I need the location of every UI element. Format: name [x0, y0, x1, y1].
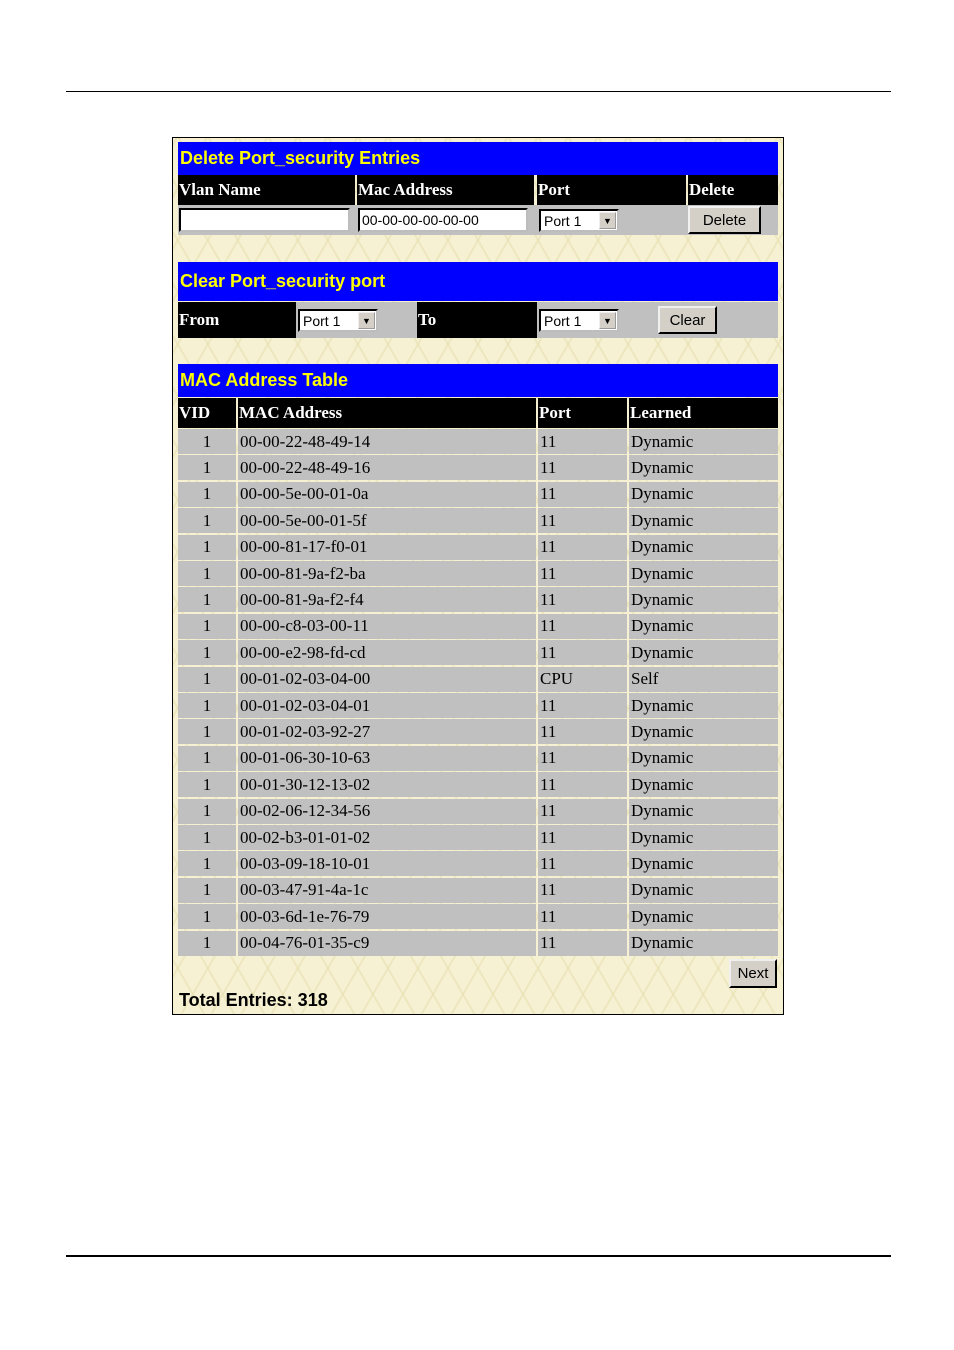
- next-button[interactable]: Next: [729, 959, 777, 988]
- cell-port: 11: [538, 429, 627, 454]
- vid-header: VID: [178, 398, 236, 428]
- cell-mac: 00-01-02-03-92-27: [238, 719, 536, 744]
- cell-port: 11: [538, 851, 627, 876]
- cell-vid: 1: [178, 587, 236, 612]
- table-row: [178, 614, 778, 640]
- chevron-down-icon[interactable]: ▼: [599, 212, 616, 229]
- table-row: [178, 508, 778, 534]
- learned-header: Learned: [629, 398, 778, 428]
- cell-learned: Dynamic: [629, 772, 778, 797]
- table-row: [178, 904, 778, 930]
- cell-learned: Dynamic: [629, 878, 778, 903]
- cell-port: CPU: [538, 667, 627, 692]
- cell-vid: 1: [178, 535, 236, 560]
- cell-learned: Dynamic: [629, 455, 778, 480]
- from-port-select[interactable]: [298, 309, 378, 332]
- table-row: [178, 931, 778, 957]
- table-row: [178, 667, 778, 693]
- cell-mac: 00-00-22-48-49-14: [238, 429, 536, 454]
- cell-vid: 1: [178, 508, 236, 533]
- cell-vid: 1: [178, 799, 236, 824]
- cell-vid: 1: [178, 878, 236, 903]
- cell-port: 11: [538, 904, 627, 929]
- cell-mac: 00-01-06-30-10-63: [238, 746, 536, 771]
- cell-port: 11: [538, 772, 627, 797]
- delete-section-title: Delete Port_security Entries: [178, 142, 778, 175]
- cell-vid: 1: [178, 904, 236, 929]
- delete-button[interactable]: Delete: [688, 206, 761, 234]
- cell-vid: 1: [178, 614, 236, 639]
- cell-port: 11: [538, 482, 627, 507]
- page-top-rule: [66, 91, 891, 92]
- clear-button[interactable]: Clear: [658, 306, 717, 334]
- cell-vid: 1: [178, 772, 236, 797]
- cell-learned: Dynamic: [629, 799, 778, 824]
- from-port-selected: Port 1: [303, 312, 341, 329]
- cell-port: 11: [538, 878, 627, 903]
- port-security-panel: [172, 137, 784, 1015]
- cell-learned: Dynamic: [629, 746, 778, 771]
- table-row: [178, 429, 778, 455]
- table-row: [178, 561, 778, 587]
- cell-mac: 00-03-09-18-10-01: [238, 851, 536, 876]
- cell-learned: Dynamic: [629, 719, 778, 744]
- cell-vid: 1: [178, 851, 236, 876]
- cell-mac: 00-01-30-12-13-02: [238, 772, 536, 797]
- cell-mac: 00-00-22-48-49-16: [238, 455, 536, 480]
- cell-port: 11: [538, 931, 627, 956]
- cell-learned: Dynamic: [629, 693, 778, 718]
- cell-port: 11: [538, 799, 627, 824]
- cell-vid: 1: [178, 693, 236, 718]
- chevron-down-icon[interactable]: ▼: [599, 312, 616, 329]
- delete-header: Delete: [688, 175, 778, 205]
- cell-learned: Dynamic: [629, 429, 778, 454]
- cell-vid: 1: [178, 640, 236, 665]
- cell-port: 11: [538, 455, 627, 480]
- delete-port-select[interactable]: [539, 209, 619, 232]
- cell-learned: Dynamic: [629, 931, 778, 956]
- cell-port: 11: [538, 640, 627, 665]
- cell-port: 11: [538, 508, 627, 533]
- cell-port: 11: [538, 561, 627, 586]
- to-port-select[interactable]: [539, 309, 619, 332]
- cell-vid: 1: [178, 455, 236, 480]
- mac-header: MAC Address: [238, 398, 536, 428]
- cell-port: 11: [538, 693, 627, 718]
- cell-vid: 1: [178, 746, 236, 771]
- mac-address-input[interactable]: 00-00-00-00-00-00: [358, 208, 528, 232]
- cell-learned: Dynamic: [629, 535, 778, 560]
- cell-learned: Dynamic: [629, 614, 778, 639]
- cell-mac: 00-00-e2-98-fd-cd: [238, 640, 536, 665]
- delete-port-selected: Port 1: [544, 212, 582, 229]
- cell-port: 11: [538, 719, 627, 744]
- cell-learned: Dynamic: [629, 482, 778, 507]
- cell-port: 11: [538, 535, 627, 560]
- clear-section-title: Clear Port_security port: [178, 262, 778, 301]
- cell-mac: 00-00-81-9a-f2-ba: [238, 561, 536, 586]
- cell-learned: Dynamic: [629, 508, 778, 533]
- cell-learned: Self: [629, 667, 778, 692]
- cell-vid: 1: [178, 561, 236, 586]
- cell-mac: 00-00-81-9a-f2-f4: [238, 587, 536, 612]
- cell-mac: 00-00-c8-03-00-11: [238, 614, 536, 639]
- cell-mac: 00-04-76-01-35-c9: [238, 931, 536, 956]
- cell-port: 11: [538, 825, 627, 850]
- cell-vid: 1: [178, 931, 236, 956]
- chevron-down-icon[interactable]: ▼: [358, 312, 375, 329]
- cell-mac: 00-03-6d-1e-76-79: [238, 904, 536, 929]
- cell-learned: Dynamic: [629, 851, 778, 876]
- cell-mac: 00-02-06-12-34-56: [238, 799, 536, 824]
- port-header: Port: [537, 175, 686, 205]
- cell-mac: 00-00-81-17-f0-01: [238, 535, 536, 560]
- vlan-name-header: Vlan Name: [178, 175, 355, 205]
- cell-mac: 00-02-b3-01-01-02: [238, 825, 536, 850]
- table-row: [178, 878, 778, 904]
- table-row: [178, 825, 778, 851]
- cell-learned: Dynamic: [629, 561, 778, 586]
- table-row: [178, 746, 778, 772]
- table-row: [178, 799, 778, 825]
- cell-vid: 1: [178, 825, 236, 850]
- cell-vid: 1: [178, 429, 236, 454]
- cell-learned: Dynamic: [629, 904, 778, 929]
- cell-mac: 00-03-47-91-4a-1c: [238, 878, 536, 903]
- table-row: [178, 482, 778, 508]
- from-label: From: [178, 302, 296, 338]
- cell-learned: Dynamic: [629, 640, 778, 665]
- vlan-name-input[interactable]: [179, 208, 350, 232]
- table-row: [178, 693, 778, 719]
- cell-vid: 1: [178, 482, 236, 507]
- cell-port: 11: [538, 614, 627, 639]
- table-row: [178, 535, 778, 561]
- table-row: [178, 640, 778, 666]
- to-port-selected: Port 1: [544, 312, 582, 329]
- page-bottom-rule: [66, 1255, 891, 1257]
- cell-mac: 00-00-5e-00-01-5f: [238, 508, 536, 533]
- mac-address-header: Mac Address: [357, 175, 534, 205]
- total-entries: Total Entries: 318: [179, 990, 328, 1010]
- cell-mac: 00-01-02-03-04-00: [238, 667, 536, 692]
- table-row: [178, 851, 778, 877]
- to-label: To: [417, 302, 537, 338]
- cell-mac: 00-00-5e-00-01-0a: [238, 482, 536, 507]
- table-row: [178, 587, 778, 613]
- cell-learned: Dynamic: [629, 587, 778, 612]
- table-row: [178, 455, 778, 481]
- mac-table-title: MAC Address Table: [178, 364, 778, 397]
- cell-port: 11: [538, 587, 627, 612]
- cell-mac: 00-01-02-03-04-01: [238, 693, 536, 718]
- port-col-header: Port: [538, 398, 627, 428]
- cell-vid: 1: [178, 719, 236, 744]
- cell-vid: 1: [178, 667, 236, 692]
- cell-port: 11: [538, 746, 627, 771]
- table-row: [178, 719, 778, 745]
- cell-learned: Dynamic: [629, 825, 778, 850]
- table-row: [178, 772, 778, 798]
